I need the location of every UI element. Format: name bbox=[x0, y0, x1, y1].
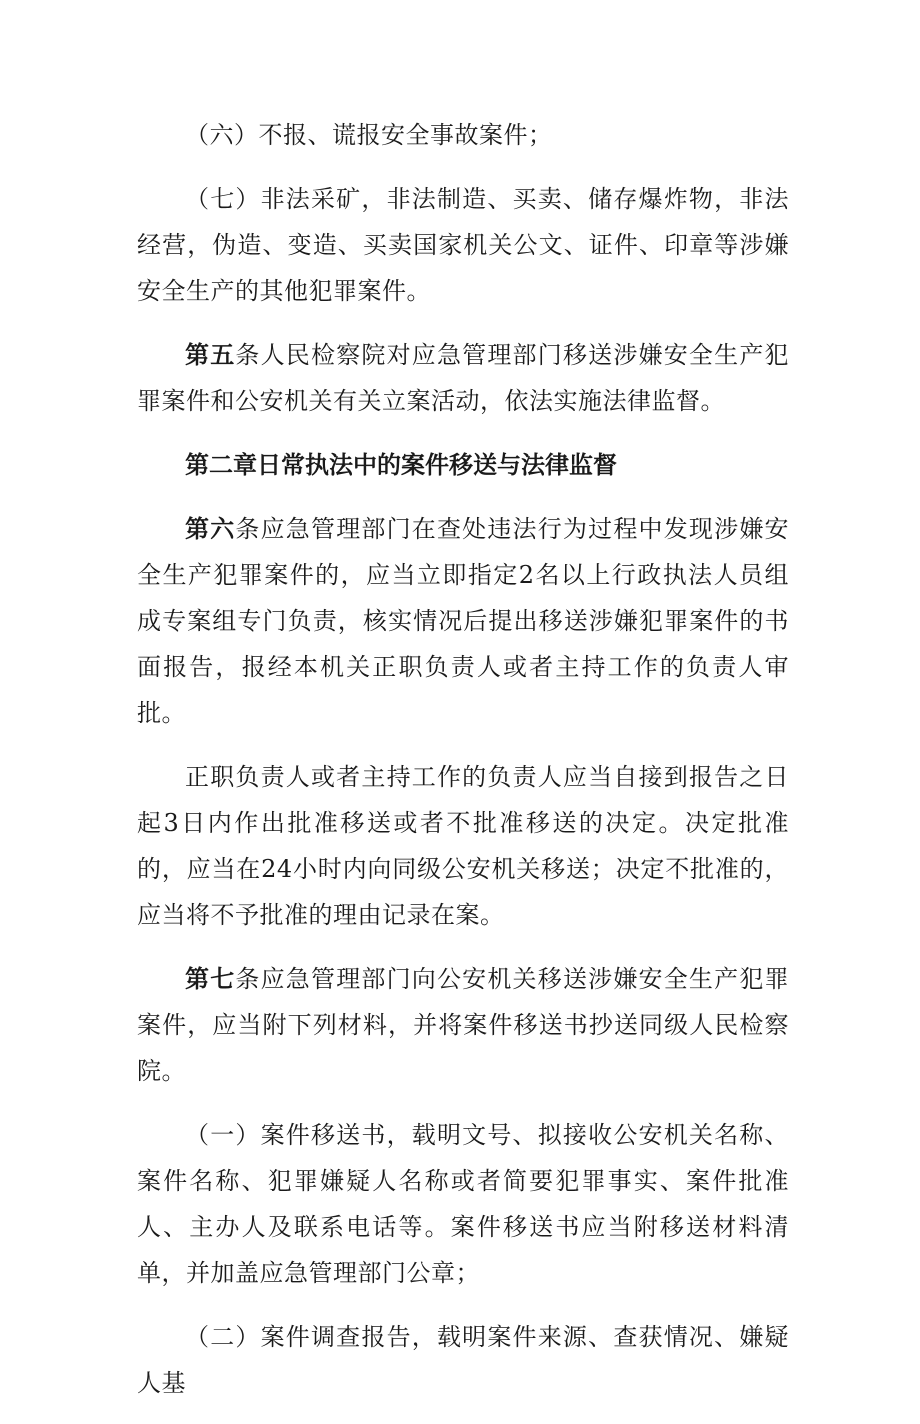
article-5-text: 条人民检察院对应急管理部门移送涉嫌安全生产犯罪案件和公安机关有关立案活动，依法实施法律监督。 bbox=[137, 341, 790, 415]
article-7-item-1: （一）案件移送书，载明文号、拟接收公安机关名称、案件名称、犯罪嫌疑人名称或者简要犯罪事实、案件批准人、主办人及联系电话等。案件移送书应当附移送材料清单，并加盖应急管理部门公章； bbox=[137, 1121, 789, 1287]
article-6-text: 条应急管理部门在查处违法行为过程中发现涉嫌安全生产犯罪案件的，应当立即指定2名以上行政执法人员组成专案组专门负责，核实情况后提出移送涉嫌犯罪案件的书面报告，报经本机关正职负责人或者主持工作的负责人审批。 bbox=[137, 515, 790, 727]
article-7-text: 条应急管理部门向公安机关移送涉嫌安全生产犯罪案件，应当附下列材料，并将案件移送书抄送同级人民检察院。 bbox=[137, 965, 790, 1085]
article-6 bbox=[137, 506, 789, 736]
paragraph-item-7: （七）非法采矿，非法制造、买卖、储存爆炸物，非法经营，伪造、变造、买卖国家机关公文、证件、印章等涉嫌安全生产的其他犯罪案件。 bbox=[137, 185, 789, 305]
chapter-2-heading: 第二章日常执法中的案件移送与法律监督 bbox=[185, 451, 617, 479]
article-6-number: 第六 bbox=[185, 515, 236, 543]
paragraph-item-6: （六）不报、谎报安全事故案件； bbox=[185, 121, 553, 149]
article-7 bbox=[137, 956, 789, 1094]
article-5 bbox=[137, 332, 789, 424]
article-5-number: 第五 bbox=[185, 341, 236, 369]
article-6-paragraph-2: 正职负责人或者主持工作的负责人应当自接到报告之日起3日内作出批准移送或者不批准移送的决定。决定批准的，应当在24小时内向同级公安机关移送；决定不批准的，应当将不予批准的理由记录在案。 bbox=[137, 763, 789, 929]
article-7-item-2: （二）案件调查报告，载明案件来源、查获情况、嫌疑人基 bbox=[137, 1323, 789, 1397]
article-7-number: 第七 bbox=[185, 965, 236, 993]
document-body bbox=[137, 112, 789, 1424]
